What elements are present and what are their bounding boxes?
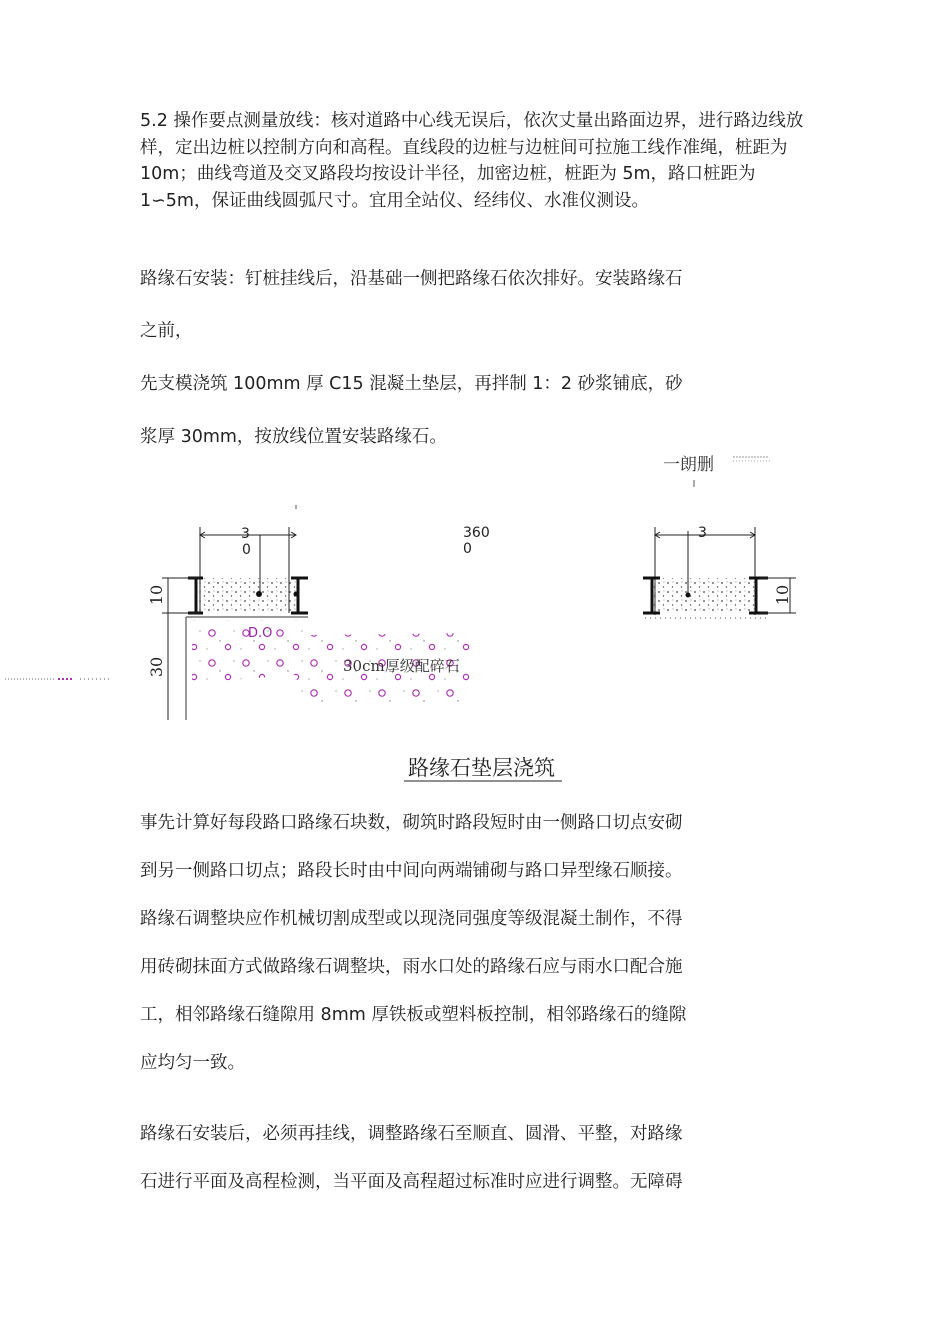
stake-point (256, 591, 262, 597)
text-line: 路缘石安装后，必须再挂线，调整路缘石至顺直、圆滑、平整，对路缘 (140, 1124, 683, 1144)
curb-cushion-figure (0, 445, 950, 790)
text-line: 应均匀一致。 (140, 1053, 245, 1073)
dim-label: 10 (773, 584, 792, 606)
paragraph-survey: 5.2 操作要点测量放线：核对道路中心线无误后，依次丈量出路面边界，进行路边线放样，定出边桩以控制方向和高程。直线段的边桩与边桩间可拉施工线作准绳，桩距为 10m；曲线弯道及交叉路段均按设计半径，加密边桩，桩距为 5m，路口桩距为 1∽5m，保证曲线圆弧尺寸。宜用全站仪、经纬仪、水准仪测设。 (140, 111, 804, 211)
text-line: 工，相邻路缘石缝隙用 8mm 厚铁板或塑料板控制，相邻路缘石的缝隙 (140, 1005, 687, 1025)
text-line: 用砖砌抹面方式做路缘石调整块，雨水口处的路缘石应与雨水口配合施 (140, 957, 683, 977)
concrete-cushion-right (652, 578, 756, 613)
text-line: 路缘石安装：钉桩挂线后，沿基础一侧把路缘石依次排好。安装路缘石 (140, 269, 683, 289)
text-line: 浆厚 30mm，按放线位置安装路缘石。 (140, 427, 447, 447)
figure-top-label: 一朗删 (663, 455, 714, 475)
stake-point (294, 592, 299, 597)
dim-label: 360 (463, 525, 490, 541)
figure-caption: 路缘石垫层浇筑 (408, 756, 555, 780)
curb-section-diagram (0, 445, 950, 790)
gravel-layer-label: 30cm厚级配碎石 (343, 657, 460, 675)
text-line: 路缘石调整块应作机械切割成型或以现浇同强度等级混凝土制作，不得 (140, 909, 683, 929)
do-label: D.O (248, 626, 273, 641)
dim-label: 10 (147, 584, 166, 606)
dim-label: 0 (242, 542, 251, 558)
concrete-cushion (196, 578, 298, 613)
stake-point (686, 593, 691, 598)
text-line: 到另一侧路口切点；路段长时由中间向两端铺砌与路口异型缘石顺接。 (140, 861, 683, 881)
dim-label: 0 (463, 541, 472, 557)
dim-label: 30 (147, 656, 166, 678)
text-line: 之前， (140, 321, 193, 341)
text-line: 事先计算好每段路口路缘石块数，砌筑时路段短时由一侧路口切点安砌 (140, 813, 683, 833)
dim-label: 3 (241, 526, 250, 542)
dim-label: 3 (698, 525, 707, 541)
text-line: 石进行平面及高程检测，当平面及高程超过标准时应进行调整。无障碍 (140, 1172, 683, 1192)
text-line: 先支模浇筑 100mm 厚 C15 混凝土垫层，再拌制 1：2 砂浆铺底，砂 (140, 374, 683, 394)
